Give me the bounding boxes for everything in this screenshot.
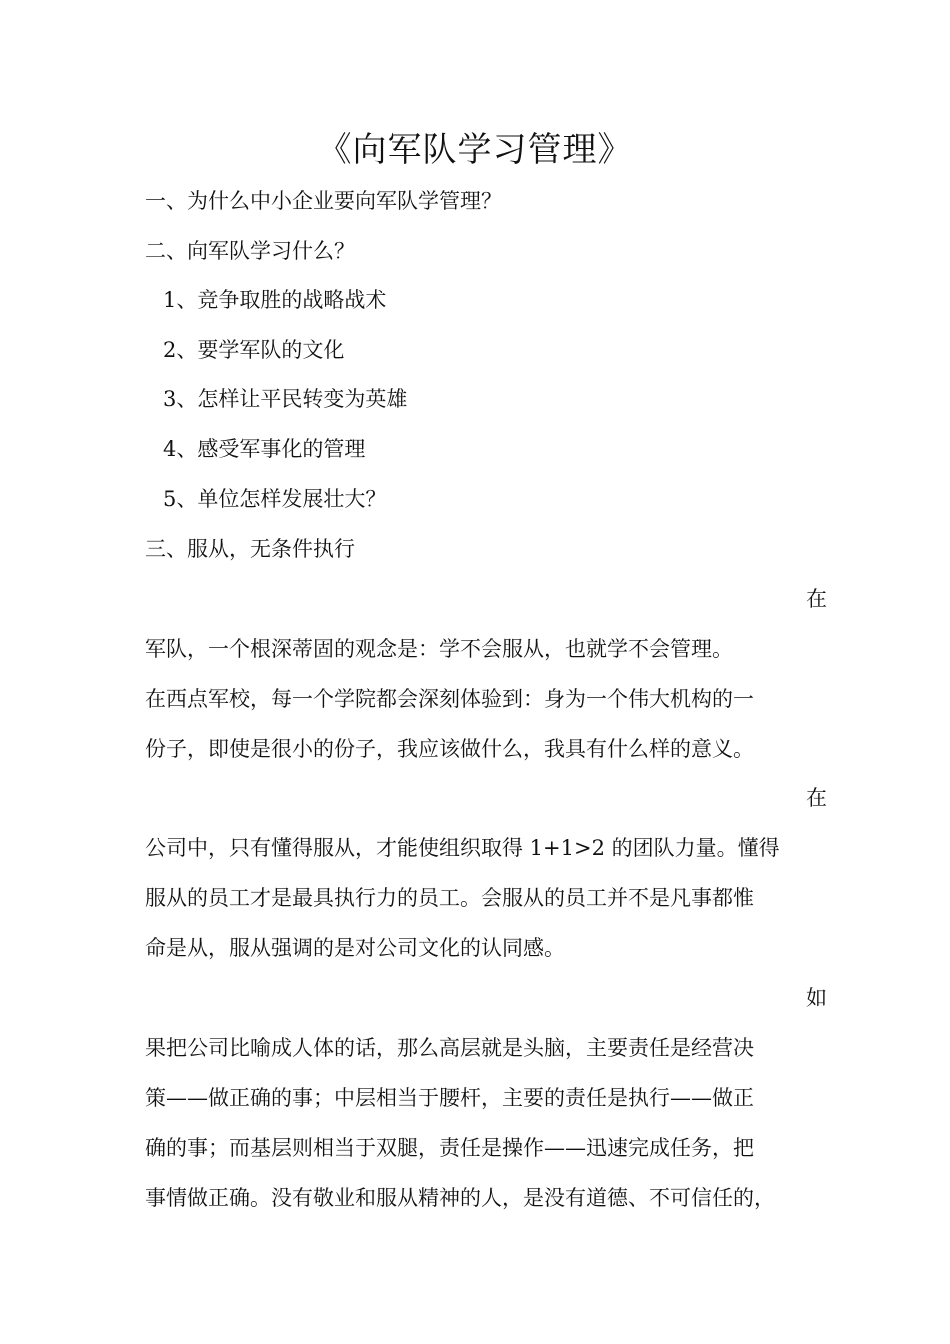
list-item: 5、单位怎样发展壮大？ [163, 487, 387, 511]
paragraph-line: 果把公司比喻成人体的话，那么高层就是头脑，主要责任是经营决 [145, 1036, 754, 1060]
heading-1: 一、为什么中小企业要向军队学管理？ [145, 189, 502, 213]
paragraph-line: 军队，一个根深蒂固的观念是：学不会服从，也就学不会管理。 [145, 637, 733, 661]
document-title: 《向军队学习管理》 [317, 130, 633, 170]
paragraph-line: 确的事；而基层则相当于双腿，责任是操作——迅速完成任务，把 [145, 1136, 754, 1160]
paragraph-line: 在西点军校，每一个学院都会深刻体验到：身为一个伟大机构的一 [145, 687, 754, 711]
heading-3: 三、服从，无条件执行 [145, 537, 355, 561]
paragraph-start-char: 如 [806, 986, 827, 1010]
paragraph-line: 份子，即使是很小的份子，我应该做什么，我具有什么样的意义。 [145, 737, 754, 761]
paragraph-line: 命是从，服从强调的是对公司文化的认同感。 [145, 936, 565, 960]
heading-2: 二、向军队学习什么？ [145, 239, 355, 263]
paragraph-line: 策——做正确的事；中层相当于腰杆，主要的责任是执行——做正 [145, 1086, 754, 1110]
list-item: 4、感受军事化的管理 [163, 437, 366, 461]
list-item: 2、要学军队的文化 [163, 338, 345, 362]
list-item: 1、竞争取胜的战略战术 [163, 288, 387, 312]
list-item: 3、怎样让平民转变为英雄 [163, 387, 408, 411]
paragraph-line: 服从的员工才是最具执行力的员工。会服从的员工并不是凡事都惟 [145, 886, 754, 910]
paragraph-start-char: 在 [806, 786, 827, 810]
paragraph-line: 事情做正确。没有敬业和服从精神的人，是没有道德、不可信任的， [145, 1186, 775, 1210]
paragraph-start-char: 在 [806, 587, 827, 611]
paragraph-line: 公司中，只有懂得服从，才能使组织取得 1+1>2 的团队力量。懂得 [145, 836, 780, 860]
